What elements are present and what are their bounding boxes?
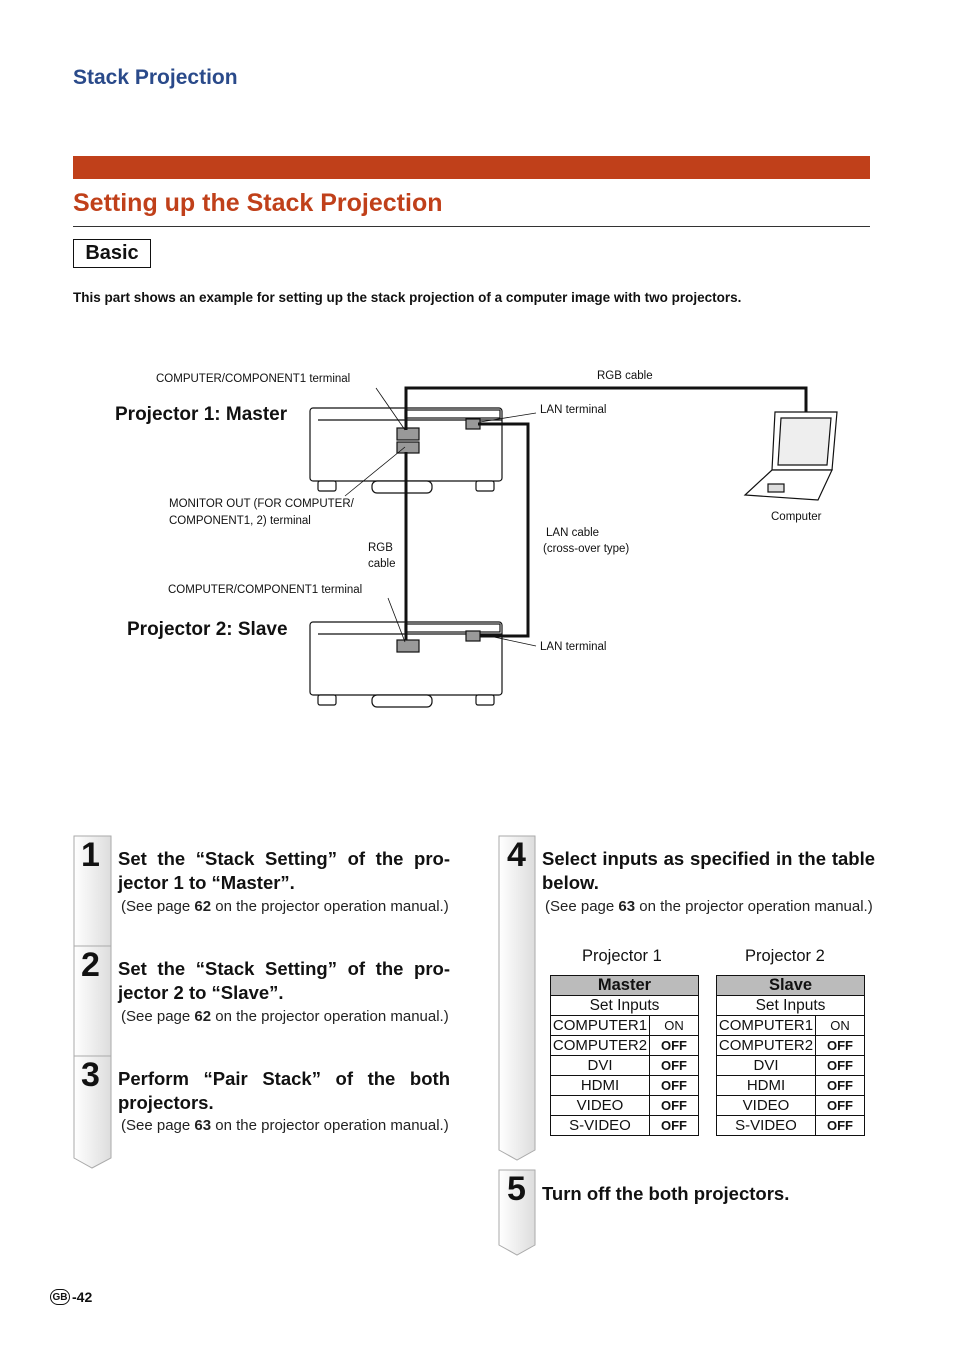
step-2-number: 2	[81, 946, 100, 984]
rgb-cable-mid-label-2: cable	[368, 558, 396, 570]
table-header: Slave	[717, 976, 865, 996]
table-row: VIDEO OFF	[551, 1096, 699, 1116]
step-1-number: 1	[81, 836, 100, 874]
monitor-out-label-line1: MONITOR OUT (FOR COMPUTER/	[169, 498, 354, 510]
slave-inputs-table	[716, 975, 865, 1136]
intro-text: This part shows an example for setting up the stack projection of a computer image with two projectors.	[73, 290, 742, 305]
page-number: -42	[72, 1289, 93, 1305]
region-badge: GB	[50, 1289, 70, 1305]
table-subheader: Set Inputs	[551, 996, 699, 1016]
table-2-column-label: Projector 2	[745, 947, 825, 965]
page-footer	[50, 1289, 92, 1305]
step-5-heading: Turn off the both projectors.	[542, 1183, 790, 1204]
table-header: Master	[551, 976, 699, 996]
projector-1-label: Projector 1: Master	[115, 404, 288, 425]
page-title: Setting up the Stack Projection	[73, 189, 443, 217]
step-2-note: (See page 62 on the projector operation manual.)	[121, 1008, 449, 1025]
table-row: COMPUTER2 OFF	[551, 1036, 699, 1056]
table-row: S-VIDEO OFF	[551, 1116, 699, 1136]
computer-label: Computer	[771, 511, 822, 523]
table-row: S-VIDEO OFF	[717, 1116, 865, 1136]
table-1-column-label: Projector 1	[582, 947, 662, 965]
table-row: HDMI OFF	[551, 1076, 699, 1096]
master-inputs-table	[550, 975, 699, 1136]
step-1-heading: Set the “Stack Setting” of the pro-jector 1 to “Master”.	[118, 848, 450, 893]
table-subheader: Set Inputs	[717, 996, 865, 1016]
lan-terminal-1-label: LAN terminal	[540, 404, 607, 416]
table-row: COMPUTER1 ON	[551, 1016, 699, 1036]
p2-computer-terminal-label: COMPUTER/COMPONENT1 terminal	[168, 584, 363, 596]
step-4-note: (See page 63 on the projector operation manual.)	[545, 898, 873, 915]
p1-computer-terminal-label: COMPUTER/COMPONENT1 terminal	[156, 373, 351, 385]
step-4-heading: Select inputs as specified in the table below.	[542, 848, 875, 893]
table-row: COMPUTER2 OFF	[717, 1036, 865, 1056]
table-row: HDMI OFF	[717, 1076, 865, 1096]
lan-cable-type-label: (cross-over type)	[543, 543, 630, 555]
step-3-note: (See page 63 on the projector operation manual.)	[121, 1117, 449, 1134]
projector-2-label: Projector 2: Slave	[127, 619, 288, 640]
step-4-tab	[499, 836, 535, 1160]
step-4-number: 4	[507, 836, 526, 874]
step-3-heading: Perform “Pair Stack” of the both projectors.	[118, 1068, 450, 1113]
rgb-cable-label: RGB cable	[597, 370, 653, 382]
rgb-cable-mid-label-1: RGB	[368, 542, 393, 554]
table-row: DVI OFF	[717, 1056, 865, 1076]
step-2-heading: Set the “Stack Setting” of the pro-jector 2 to “Slave”.	[118, 958, 450, 1003]
step-1-note: (See page 62 on the projector operation manual.)	[121, 898, 449, 915]
lan-terminal-2-label: LAN terminal	[540, 641, 607, 653]
monitor-out-label-line2: COMPONENT1, 2) terminal	[169, 515, 311, 527]
step-3-number: 3	[81, 1056, 100, 1094]
step-5-number: 5	[507, 1170, 526, 1208]
lan-cable-label: LAN cable	[546, 527, 600, 539]
table-row: VIDEO OFF	[717, 1096, 865, 1116]
section-title: Stack Projection	[73, 66, 238, 89]
basic-badge: Basic	[73, 239, 151, 268]
table-row: DVI OFF	[551, 1056, 699, 1076]
table-row: COMPUTER1 ON	[717, 1016, 865, 1036]
